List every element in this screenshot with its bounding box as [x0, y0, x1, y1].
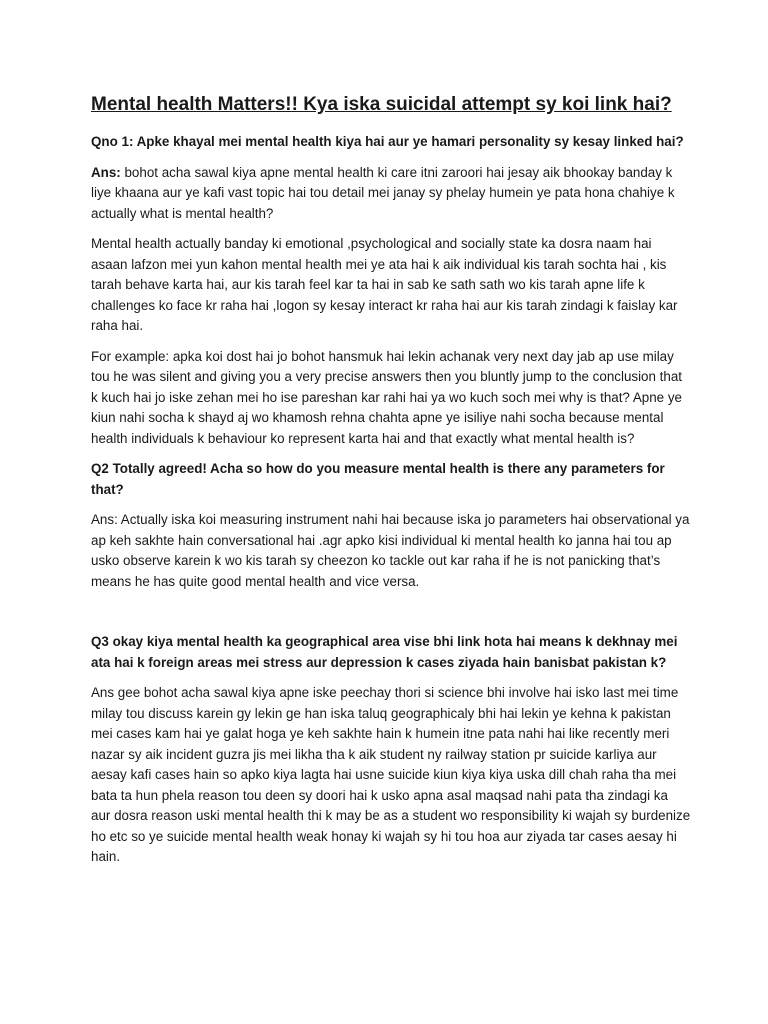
answer-2: Ans: Actually iska koi measuring instrument nahi hai because iska jo parameters hai observational ya ap keh sakhte hain conversational hai .agr apko kisi individual ki mental health ko janna hai tou ap usko observe karein k wo kis tarah sy cheezon ko tackle out kar raha if he is not panicking that’s means he has quite good mental health and vice versa. — [91, 512, 690, 589]
paragraph-definition: Mental health actually banday ki emotional ,psychological and socially state ka dosra naam hai asaan lafzon mei yun kahon mental health mei ye ata hai k aik individual kis tarah sochta hai , kis tarah behave karta hai, aur kis tarah feel kar ta hai in sab ke sath sath wo kis tarah apne life k challenges ko face kr raha hai ,logon sy kesay interact kr raha hai aur kis tarah zindagi k faislay kar raha hai. — [91, 236, 678, 333]
answer-1-text: bohot acha sawal kiya apne mental health ki care itni zaroori hai jesay aik bhookay banday k liye khaana aur ye kafi vast topic hai tou detail mei janay sy phelay humein ye pata hona chahiye k actually what is mental health? — [91, 164, 675, 221]
document-title: Mental health Matters!! Kya iska suicidal attempt sy koi link hai? — [91, 94, 672, 115]
section-spacer — [91, 602, 691, 632]
question-1: Qno 1: Apke khayal mei mental health kiya hai aur ye hamari personality sy kesay linked hai? — [91, 134, 684, 149]
document-page — [91, 92, 691, 878]
answer-1 — [91, 163, 691, 225]
answer-3: Ans gee bohot acha sawal kiya apne iske peechay thori si science bhi involve hai isko last mei time milay tou discuss karein gy lekin ge han iska taluq geographicaly bhi hai lekin ye kehna k pakistan mei cases kam hai ye galat hoga ye keh sakhte hain k humein itne pata nahi hai like recently meri nazar sy aik incident guzra jis mei likha tha k aik student ny railway station pr suicide karliya aur aesay kafi cases hain so apko kiya lagta hai usne suicide kiun kiya kiya uska dill chah raha tha mei bata ta hun phela reason tou deen sy doori hai k usko apna asal maqsad nahi pata tha zindagi ka aur dosra reason uski mental health thi k may be as a student wo responsibility ki wajah sy burdenize ho etc so ye suicide mental health weak honay ki wajah sy hi tou hoa aur ziyada tar cases aesay hi hain. — [91, 685, 691, 864]
answer-1-label: Ans: — [91, 164, 121, 180]
question-3: Q3 okay kiya mental health ka geographical area vise bhi link hota hai means k dekhnay mei ata hai k foreign areas mei stress aur depression k cases ziyada hain banisbat pakistan k? — [91, 634, 678, 670]
question-2: Q2 Totally agreed! Acha so how do you measure mental health is there any parameters for that? — [91, 461, 665, 497]
paragraph-example: For example: apka koi dost hai jo bohot hansmuk hai lekin achanak very next day jab ap use milay tou he was silent and giving you a very precise answers then you bluntly jump to the conclusion that k kuch hai jo iske zehan mei ho ise pareshan kar rahi hai ya wo kuch soch mei why is that? Apne ye kiun nahi socha k shayd aj wo khamosh rehna chahta apne ye isiliye nahi socha because mental health individuals k behaviour ko represent karta hai and that exactly what mental health is? — [91, 348, 683, 446]
